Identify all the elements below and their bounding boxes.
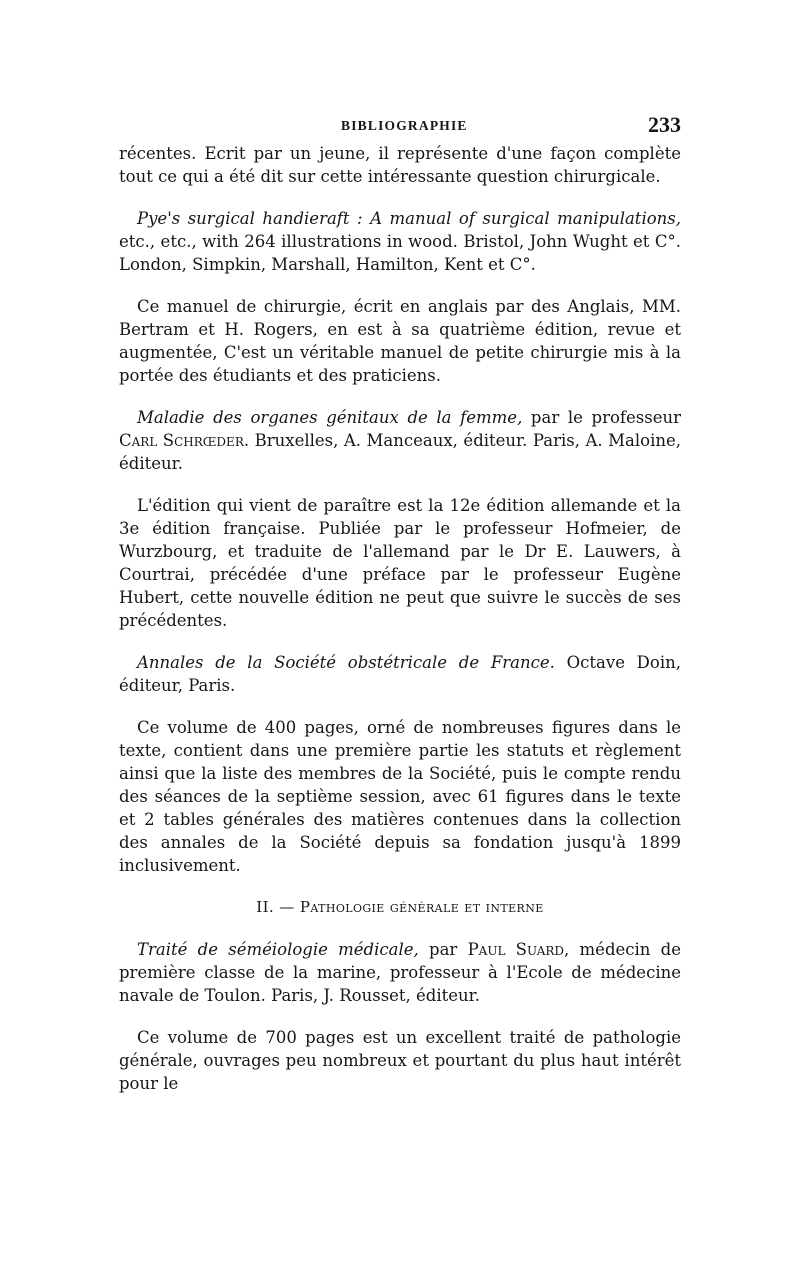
bibliography-entry-annales	[119, 651, 681, 697]
spacer	[119, 877, 681, 896]
bibliography-entry-schroeder	[119, 406, 681, 475]
spacer	[119, 1007, 681, 1026]
bibliography-entry-suard	[119, 938, 681, 1007]
review-paragraph: Ce volume de 400 pages, orné de nombreuses figures dans le texte, contient dans une première partie les statuts et règlement ainsi que la liste des membres de la Société, puis le compte rendu des séances de la septième session, avec 61 figures dans le texte et 2 tables générales des matières contenues dans la collection des annales de la Société depuis sa fondation jusqu'à 1899 inclusivement.	[119, 718, 681, 875]
spacer	[119, 475, 681, 494]
spacer	[119, 632, 681, 651]
book-page	[119, 112, 681, 1095]
book-title: Annales de la Société obstétricale de France.	[137, 653, 555, 672]
bibliography-entry-pye	[119, 207, 681, 276]
review-paragraph: L'édition qui vient de paraître est la 12e édition allemande et la 3e édition française. Publiée par le professeur Hofmeier, de Wurzbourg, et traduite de l'allemand par le Dr E. Lauwers, à Courtrai, précédée d'une préface par le professeur Eugène Hubert, cette nouvelle édition ne peut que suivre le succès de ses précédentes.	[119, 496, 681, 630]
spacer	[119, 276, 681, 295]
author-name: Carl Schrœder.	[119, 431, 250, 450]
entry-details: Bruxelles, A. Manceaux, éditeur. Paris, A. Maloine, éditeur.	[119, 431, 681, 473]
section-heading: II. — Pathologie générale et interne	[256, 898, 544, 916]
spacer	[119, 697, 681, 716]
entry-details: etc., etc., with 264 illustrations in wood. Bristol, John Wught et C°. London, Simpkin, Marshall, Hamilton, Kent et C°.	[119, 232, 681, 274]
spacer	[119, 188, 681, 207]
paragraph-continuation: récentes. Ecrit par un jeune, il représente d'une façon complète tout ce qui a été dit sur cette intéressante question chirurgicale.	[119, 144, 681, 186]
review-paragraph: Ce volume de 700 pages est un excellent traité de pathologie générale, ouvrages peu nombreux et pourtant du plus haut intérêt pour le	[119, 1028, 681, 1093]
entry-connector: par	[418, 940, 468, 959]
entry-details: Octave Doin, éditeur, Paris.	[119, 653, 681, 695]
review-paragraph: Ce manuel de chirurgie, écrit en anglais par des Anglais, MM. Bertram et H. Rogers, en est à sa quatrième édition, revue et augmentée, C'est un véritable manuel de petite chirurgie mis à la portée des étudiants et des praticiens.	[119, 297, 681, 385]
book-title: Maladie des organes génitaux de la femme,	[137, 408, 523, 427]
entry-connector: par le professeur	[522, 408, 681, 427]
author-name: Paul Suard,	[467, 940, 570, 959]
spacer	[119, 919, 681, 938]
spacer	[119, 387, 681, 406]
running-head	[119, 112, 681, 142]
book-title: Pye's surgical handieraft : A manual of surgical manipulations,	[137, 209, 681, 228]
entry-details: médecin de première classe de la marine, professeur à l'Ecole de médecine navale de Toulon. Paris, J. Rousset, éditeur.	[119, 940, 681, 1005]
book-title: Traité de séméiologie médicale,	[137, 940, 419, 959]
running-title: BIBLIOGRAPHIE	[341, 118, 468, 133]
page-number: 233	[648, 112, 681, 137]
